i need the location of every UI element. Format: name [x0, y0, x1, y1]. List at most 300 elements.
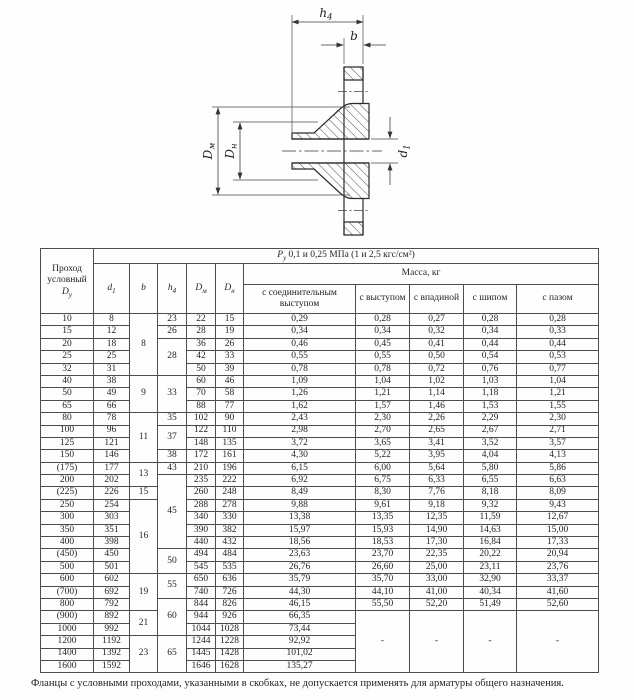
cell-mass: 3,65 — [356, 437, 410, 449]
cell-mass: 2,98 — [244, 425, 356, 437]
cell-mass: 7,76 — [410, 487, 464, 499]
cell-h4: 37 — [158, 425, 187, 450]
cell-dm: 1445 — [187, 648, 216, 660]
dim-label-b: b — [350, 29, 358, 43]
cell-dm: 42 — [187, 351, 216, 363]
cell-mass: 41,00 — [410, 586, 464, 598]
cell-mass: 3,52 — [464, 437, 517, 449]
cell-mass: 5,80 — [464, 462, 517, 474]
cell-dy: 15 — [41, 326, 94, 338]
cell-dn: 19 — [216, 326, 244, 338]
cell-dn: 484 — [216, 549, 244, 561]
cell-mass: 25,00 — [410, 561, 464, 573]
cell-mass: 73,44 — [244, 623, 356, 635]
cell-mass: 1,46 — [410, 400, 464, 412]
cell-mass: 20,94 — [517, 549, 599, 561]
cell-dm: 22 — [187, 314, 216, 326]
flange-table-container — [40, 248, 599, 673]
cell-mass: 32,90 — [464, 574, 517, 586]
cell-dm: 545 — [187, 561, 216, 573]
cell-dy: 600 — [41, 574, 94, 586]
cell-mass: 0,44 — [464, 338, 517, 350]
cell-mass: 15,93 — [356, 524, 410, 536]
cell-mass: 4,30 — [244, 450, 356, 462]
cell-dy: 200 — [41, 475, 94, 487]
cell-mass: 0,76 — [464, 363, 517, 375]
cell-mass: 1,55 — [517, 400, 599, 412]
cell-h4: 38 — [158, 450, 187, 462]
table-row — [41, 549, 599, 561]
cell-mass: 66,35 — [244, 611, 356, 623]
cell-mass: 1,02 — [410, 375, 464, 387]
cell-b: 11 — [130, 413, 158, 463]
cell-dm: 102 — [187, 413, 216, 425]
cell-mass: 33,37 — [517, 574, 599, 586]
cell-dn: 135 — [216, 437, 244, 449]
cell-mass: 6,63 — [517, 475, 599, 487]
table-row — [41, 512, 599, 524]
cell-dy: (175) — [41, 462, 94, 474]
cell-d1: 202 — [94, 475, 130, 487]
cell-mass: 52,60 — [517, 598, 599, 610]
cell-h4: 43 — [158, 462, 187, 474]
cell-mass: 52,20 — [410, 598, 464, 610]
cell-mass: 41,60 — [517, 586, 599, 598]
cell-mass: 0,78 — [244, 363, 356, 375]
cell-mass: 6,00 — [356, 462, 410, 474]
cell-mass: 6,33 — [410, 475, 464, 487]
cell-d1: 96 — [94, 425, 130, 437]
table-row — [41, 437, 599, 449]
table-row — [41, 487, 599, 499]
table-row — [41, 425, 599, 437]
cell-mass: 14,63 — [464, 524, 517, 536]
cell-dy: 32 — [41, 363, 94, 375]
cell-dy: 150 — [41, 450, 94, 462]
cell-mass: 101,02 — [244, 648, 356, 660]
cell-mass: 40,34 — [464, 586, 517, 598]
cell-d1: 792 — [94, 598, 130, 610]
table-row — [41, 524, 599, 536]
cell-d1: 146 — [94, 450, 130, 462]
cell-mass: 0,77 — [517, 363, 599, 375]
cell-mass: 0,72 — [410, 363, 464, 375]
cell-dy: 50 — [41, 388, 94, 400]
cell-mass: 5,64 — [410, 462, 464, 474]
cell-mass: 6,75 — [356, 475, 410, 487]
table-row — [41, 314, 599, 326]
cell-dy: 500 — [41, 561, 94, 573]
cell-dy: 20 — [41, 338, 94, 350]
cell-mass: 1,03 — [464, 375, 517, 387]
cell-dy: (900) — [41, 611, 94, 623]
column-header-mass-recess: с впадиной — [410, 285, 464, 314]
column-header-mass-protrusion: с выступом — [356, 285, 410, 314]
cell-mass: 0,28 — [517, 314, 599, 326]
cell-mass: 44,10 — [356, 586, 410, 598]
table-row — [41, 574, 599, 586]
column-header-mass-groove: с пазом — [517, 285, 599, 314]
cell-mass: 0,28 — [464, 314, 517, 326]
table-row — [41, 598, 599, 610]
cell-dm: 440 — [187, 537, 216, 549]
cell-mass: 15,00 — [517, 524, 599, 536]
cell-mass: 18,53 — [356, 537, 410, 549]
cell-mass: 6,15 — [244, 462, 356, 474]
cell-mass: 9,88 — [244, 499, 356, 511]
cell-mass: 13,38 — [244, 512, 356, 524]
table-row — [41, 375, 599, 387]
table-row — [41, 475, 599, 487]
column-header-b: b — [130, 264, 158, 314]
table-row — [41, 450, 599, 462]
column-header-d1: $d_1$ — [94, 264, 130, 314]
cell-mass: 23,11 — [464, 561, 517, 573]
cell-dn: 15 — [216, 314, 244, 326]
cell-dy: 800 — [41, 598, 94, 610]
table-row — [41, 326, 599, 338]
header-row-pressure — [41, 249, 599, 264]
cell-d1: 121 — [94, 437, 130, 449]
dim-label-h4: $h_4$ — [319, 6, 333, 23]
cell-h4: 65 — [158, 636, 187, 673]
cell-mass: 1,04 — [356, 375, 410, 387]
cell-dm: 172 — [187, 450, 216, 462]
cell-b: 15 — [130, 487, 158, 499]
cell-h4: 28 — [158, 338, 187, 375]
cell-mass: 0,28 — [356, 314, 410, 326]
cell-h4: 26 — [158, 326, 187, 338]
cell-mass: 0,50 — [410, 351, 464, 363]
cell-dm: 340 — [187, 512, 216, 524]
cell-mass: 6,92 — [244, 475, 356, 487]
table-row — [41, 351, 599, 363]
cell-d1: 992 — [94, 623, 130, 635]
cell-mass: 51,49 — [464, 598, 517, 610]
cell-mass: 0,46 — [244, 338, 356, 350]
table-row — [41, 363, 599, 375]
dim-label-d1: $d_1$ — [396, 144, 413, 158]
cell-d1: 254 — [94, 499, 130, 511]
cell-mass: 2,67 — [464, 425, 517, 437]
cell-dn: 58 — [216, 388, 244, 400]
cell-mass: 8,49 — [244, 487, 356, 499]
cell-h4: 23 — [158, 314, 187, 326]
cell-dm: 210 — [187, 462, 216, 474]
cell-dm: 740 — [187, 586, 216, 598]
cell-mass: 33,00 — [410, 574, 464, 586]
cell-dm: 288 — [187, 499, 216, 511]
cell-dn: 826 — [216, 598, 244, 610]
cell-mass: 20,22 — [464, 549, 517, 561]
cell-mass: 2,30 — [517, 413, 599, 425]
cell-dy: 80 — [41, 413, 94, 425]
cell-dn: 330 — [216, 512, 244, 524]
cell-dy: 1200 — [41, 636, 94, 648]
cell-dy: (450) — [41, 549, 94, 561]
cell-mass: 5,86 — [517, 462, 599, 474]
cell-mass: 2,65 — [410, 425, 464, 437]
cell-mass: 26,60 — [356, 561, 410, 573]
cell-dn: 535 — [216, 561, 244, 573]
cell-mass: 1,21 — [356, 388, 410, 400]
flange-technical-drawing — [200, 0, 462, 246]
cell-dm: 260 — [187, 487, 216, 499]
cell-mass: 1,62 — [244, 400, 356, 412]
cell-dm: 88 — [187, 400, 216, 412]
cell-mass: 0,29 — [244, 314, 356, 326]
cell-mass: 13,35 — [356, 512, 410, 524]
cell-dm: 390 — [187, 524, 216, 536]
cell-mass: 0,34 — [356, 326, 410, 338]
cell-dm: 944 — [187, 611, 216, 623]
cell-dn: 77 — [216, 400, 244, 412]
cell-mass: 5,22 — [356, 450, 410, 462]
cell-dn: 26 — [216, 338, 244, 350]
cell-mass: 2,29 — [464, 413, 517, 425]
cell-mass: 3,72 — [244, 437, 356, 449]
cell-mass: 1,18 — [464, 388, 517, 400]
cell-h4: 45 — [158, 475, 187, 549]
cell-mass: 1,26 — [244, 388, 356, 400]
cell-mass: 0,41 — [410, 338, 464, 350]
cell-h4: 33 — [158, 375, 187, 412]
cell-mass: 0,33 — [517, 326, 599, 338]
cell-d1: 31 — [94, 363, 130, 375]
table-row — [41, 537, 599, 549]
cell-d1: 78 — [94, 413, 130, 425]
cell-d1: 38 — [94, 375, 130, 387]
cell-d1: 450 — [94, 549, 130, 561]
cell-mass: 12,35 — [410, 512, 464, 524]
cell-mass: 9,32 — [464, 499, 517, 511]
cell-mass: 8,09 — [517, 487, 599, 499]
flange-drawing-svg — [200, 0, 462, 246]
cell-dm: 1244 — [187, 636, 216, 648]
cell-mass-dash: - — [410, 611, 464, 673]
cell-dm: 122 — [187, 425, 216, 437]
cell-mass: 44,30 — [244, 586, 356, 598]
cell-d1: 303 — [94, 512, 130, 524]
cell-dy: 300 — [41, 512, 94, 524]
cell-mass: 3,41 — [410, 437, 464, 449]
cell-mass: 1,04 — [517, 375, 599, 387]
cell-mass: 35,70 — [356, 574, 410, 586]
cell-h4: 55 — [158, 574, 187, 599]
cell-dm: 70 — [187, 388, 216, 400]
table-row — [41, 388, 599, 400]
dim-label-dm: $D_м$ — [201, 142, 218, 160]
column-header-mass-tenon: с шипом — [464, 285, 517, 314]
footnote: Фланцы с условными проходами, указанными в скобках, не допускается применять для арматуры общего назначения. — [31, 678, 564, 689]
cell-dn: 382 — [216, 524, 244, 536]
cell-dn: 39 — [216, 363, 244, 375]
cell-dn: 726 — [216, 586, 244, 598]
cell-dn: 432 — [216, 537, 244, 549]
cell-b: 13 — [130, 462, 158, 487]
column-header-dy: Проход условный $D_у$ — [41, 249, 94, 314]
cell-dm: 494 — [187, 549, 216, 561]
cell-mass: 17,33 — [517, 537, 599, 549]
column-header-dn: $D_н$ — [216, 264, 244, 314]
cell-mass-dash: - — [464, 611, 517, 673]
column-header-dm: $D_м$ — [187, 264, 216, 314]
cell-h4: 35 — [158, 413, 187, 425]
cell-mass: 6,55 — [464, 475, 517, 487]
cell-mass: 0,45 — [356, 338, 410, 350]
cell-mass: 0,27 — [410, 314, 464, 326]
cell-dm: 1646 — [187, 660, 216, 672]
cell-d1: 892 — [94, 611, 130, 623]
cell-b: 23 — [130, 636, 158, 673]
cell-dy: 40 — [41, 375, 94, 387]
cell-dm: 844 — [187, 598, 216, 610]
cell-d1: 12 — [94, 326, 130, 338]
table-row — [41, 413, 599, 425]
cell-dy: 10 — [41, 314, 94, 326]
cell-mass: 11,59 — [464, 512, 517, 524]
cell-mass: 3,95 — [410, 450, 464, 462]
cell-mass: 1,21 — [517, 388, 599, 400]
cell-h4: 60 — [158, 598, 187, 635]
table-body — [41, 314, 599, 673]
cell-mass: 0,78 — [356, 363, 410, 375]
cell-mass: 2,70 — [356, 425, 410, 437]
cell-b: 8 — [130, 314, 158, 376]
cell-dm: 60 — [187, 375, 216, 387]
cell-b: 16 — [130, 499, 158, 573]
cell-mass: 9,43 — [517, 499, 599, 511]
cell-dn: 222 — [216, 475, 244, 487]
table-row — [41, 611, 599, 623]
table-row — [41, 561, 599, 573]
cell-mass: 0,53 — [517, 351, 599, 363]
cell-d1: 177 — [94, 462, 130, 474]
cell-mass: 22,35 — [410, 549, 464, 561]
cell-mass: 4,13 — [517, 450, 599, 462]
mass-header: Масса, кг — [244, 264, 599, 285]
cell-mass: 17,30 — [410, 537, 464, 549]
cell-b: 19 — [130, 574, 158, 611]
cell-mass: 46,15 — [244, 598, 356, 610]
cell-mass: 3,57 — [517, 437, 599, 449]
cell-mass: 1,53 — [464, 400, 517, 412]
cell-dm: 235 — [187, 475, 216, 487]
cell-d1: 602 — [94, 574, 130, 586]
table-row — [41, 400, 599, 412]
cell-dy: 250 — [41, 499, 94, 511]
cell-mass: 0,44 — [517, 338, 599, 350]
cell-mass: 1,57 — [356, 400, 410, 412]
cell-dy: 1400 — [41, 648, 94, 660]
cell-dn: 90 — [216, 413, 244, 425]
table-row — [41, 499, 599, 511]
cell-dn: 110 — [216, 425, 244, 437]
cell-mass: 15,97 — [244, 524, 356, 536]
column-header-h4: $h_4$ — [158, 264, 187, 314]
cell-mass: 2,71 — [517, 425, 599, 437]
cell-mass-dash: - — [356, 611, 410, 673]
cell-h4: 50 — [158, 549, 187, 574]
cell-mass: 0,55 — [356, 351, 410, 363]
table-row — [41, 338, 599, 350]
cell-mass: 8,30 — [356, 487, 410, 499]
cell-mass: 9,61 — [356, 499, 410, 511]
cell-mass: 23,63 — [244, 549, 356, 561]
cell-dy: 100 — [41, 425, 94, 437]
cell-dy: 350 — [41, 524, 94, 536]
cell-mass: 14,90 — [410, 524, 464, 536]
cell-dn: 1628 — [216, 660, 244, 672]
cell-dm: 148 — [187, 437, 216, 449]
cell-mass: 16,84 — [464, 537, 517, 549]
cell-mass: 18,56 — [244, 537, 356, 549]
cell-mass: 8,18 — [464, 487, 517, 499]
cell-dn: 1428 — [216, 648, 244, 660]
table-row — [41, 586, 599, 598]
cell-mass-dash: - — [517, 611, 599, 673]
cell-mass: 135,27 — [244, 660, 356, 672]
cell-d1: 1392 — [94, 648, 130, 660]
cell-mass: 92,92 — [244, 636, 356, 648]
cell-mass: 12,67 — [517, 512, 599, 524]
cell-dm: 50 — [187, 363, 216, 375]
cell-dy: 125 — [41, 437, 94, 449]
cell-mass: 23,70 — [356, 549, 410, 561]
cell-mass: 2,26 — [410, 413, 464, 425]
cell-mass: 0,54 — [464, 351, 517, 363]
cell-mass: 2,30 — [356, 413, 410, 425]
cell-dy: 400 — [41, 537, 94, 549]
cell-dn: 196 — [216, 462, 244, 474]
cell-dy: 1000 — [41, 623, 94, 635]
dim-label-dn: $D_н$ — [223, 143, 240, 159]
cell-dy: (700) — [41, 586, 94, 598]
column-header-mass-connecting-protrusion: с соединительным выступом — [244, 285, 356, 314]
cell-dn: 33 — [216, 351, 244, 363]
cell-mass: 1,14 — [410, 388, 464, 400]
cell-d1: 49 — [94, 388, 130, 400]
cell-mass: 0,34 — [464, 326, 517, 338]
table-row — [41, 462, 599, 474]
cell-mass: 0,32 — [410, 326, 464, 338]
cell-d1: 8 — [94, 314, 130, 326]
cell-mass: 0,55 — [244, 351, 356, 363]
cell-d1: 1592 — [94, 660, 130, 672]
cell-mass: 23,76 — [517, 561, 599, 573]
cell-d1: 226 — [94, 487, 130, 499]
cell-mass: 35,79 — [244, 574, 356, 586]
cell-dn: 1028 — [216, 623, 244, 635]
cell-dm: 1044 — [187, 623, 216, 635]
cell-d1: 66 — [94, 400, 130, 412]
cell-mass: 9,18 — [410, 499, 464, 511]
cell-d1: 25 — [94, 351, 130, 363]
cell-mass: 2,43 — [244, 413, 356, 425]
cell-d1: 351 — [94, 524, 130, 536]
cell-b: 21 — [130, 611, 158, 636]
cell-dn: 248 — [216, 487, 244, 499]
cell-b: 9 — [130, 375, 158, 412]
cell-dn: 636 — [216, 574, 244, 586]
cell-dy: (225) — [41, 487, 94, 499]
cell-mass: 55,50 — [356, 598, 410, 610]
cell-d1: 1192 — [94, 636, 130, 648]
cell-mass: 1,09 — [244, 375, 356, 387]
cell-d1: 501 — [94, 561, 130, 573]
cell-d1: 398 — [94, 537, 130, 549]
pressure-caption: $P_у$ 0,1 и 0,25 МПа (1 и 2,5 кгс/см²) — [94, 249, 599, 264]
